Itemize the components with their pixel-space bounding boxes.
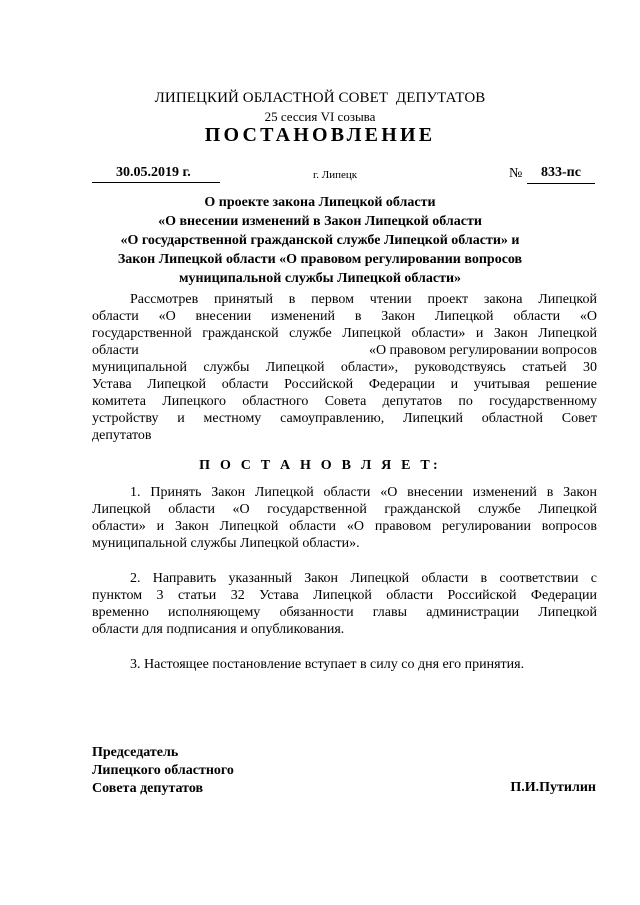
item-2-paragraph [92,570,597,638]
text-line: 2. Направить указанный Закон Липецкой области в соответствии с [130,571,597,586]
signature-block [92,744,234,798]
text-line: области «О внесении изменений в Закон Липецкой области «О [92,309,597,324]
text-line: Рассмотрев принятый в первом чтении проект закона Липецкой [130,292,597,307]
preamble-paragraph [92,291,597,444]
text-fragment: области [92,343,139,358]
signatory-name: П.И.Путилин [510,780,596,795]
signature-title-line: Липецкого областного [92,763,234,778]
text-line: муниципальной службы Липецкой области», руководствуясь статьей 30 [92,360,597,375]
title-line: Закон Липецкой области «О правовом регулировании вопросов [117,252,523,267]
signature-title-line: Совета депутатов [92,781,204,796]
text-line: комитета Липецкого областного Совета депутатов по государственному [92,394,597,409]
document-city: г. Липецк [313,169,358,181]
number-label: № [509,166,523,181]
text-line: пунктом 3 статьи 32 Устава Липецкой области Российской Федерации [92,588,597,603]
title-line: О проекте закона Липецкой области [204,195,436,210]
text-line: области для подписания и опубликования. [92,622,345,637]
text-line: Липецкой области «О государственной гражданской службе Липецкой [92,502,597,517]
text-line: государственной гражданской службе Липецкой области» и Закон Липецкой [92,326,597,341]
session-label: 25 сессия VI созыва [264,109,376,124]
text-fragment: «О правовом регулировании вопросов [368,343,597,358]
text-line: устройству и местному самоуправлению, Липецкий областной Совет [92,411,597,426]
document-subject-title [0,193,640,288]
document-number: 833-пс [527,165,595,184]
text-line: временно исполняющему обязанности главы администрации Липецкой [92,605,597,620]
resolves-heading: П О С Т А Н О В Л Я Е Т: [199,458,441,473]
text-line: депутатов [92,428,152,443]
document-type-title: ПОСТАНОВЛЕНИЕ [204,124,436,146]
text-line [92,342,597,359]
text-line: Устава Липецкой области Российской Федерации и учитывая решение [92,377,597,392]
signature-title-line: Председатель [92,745,179,760]
text-line: муниципальной службы Липецкой области». [92,536,360,551]
title-line: «О внесении изменений в Закон Липецкой области [158,214,482,229]
title-line: муниципальной службы Липецкой области» [178,271,462,286]
text-line: 1. Принять Закон Липецкой области «О внесении изменений в Закон [130,485,597,500]
council-name: ЛИПЕЦКИЙ ОБЛАСТНОЙ СОВЕТ ДЕПУТАТОВ [154,90,486,106]
text-line: 3. Настоящее постановление вступает в силу со дня его принятия. [130,657,525,672]
title-line: «О государственной гражданской службе Липецкой области» и [120,233,520,248]
text-line: области» и Закон Липецкой области «О правовом регулировании вопросов [92,519,597,534]
item-1-paragraph [92,484,597,552]
item-3-paragraph [92,656,597,673]
document-date: 30.05.2019 г. [92,165,220,183]
